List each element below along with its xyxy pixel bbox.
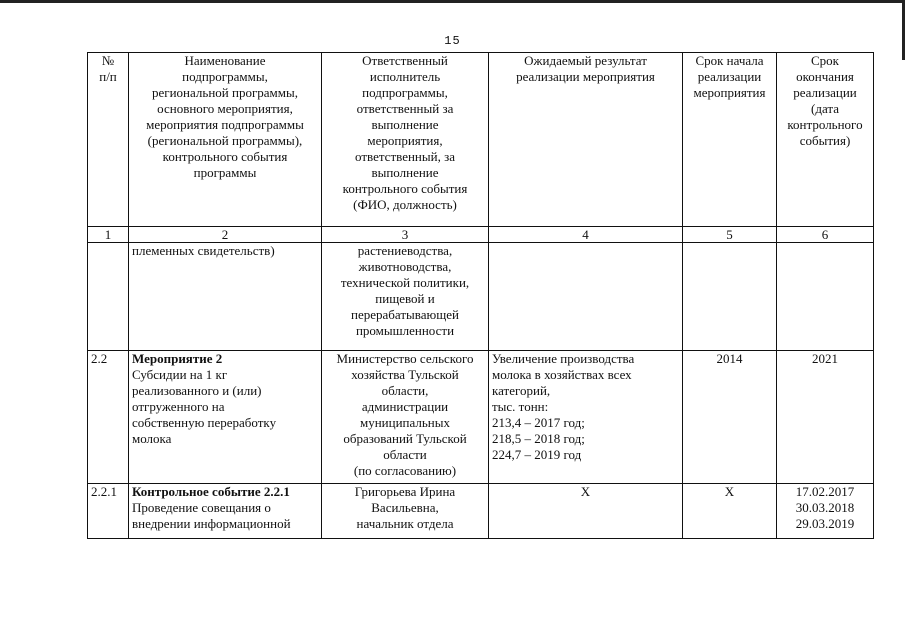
row-result: Увеличение производства молока в хозяйствах всех категорий, тыс. тонн: 213,4 – 2017 год; 218,5 – 2018 год; 224,7 – 2019 год (489, 351, 683, 484)
column-number-row (88, 227, 874, 243)
row-start: 2014 (683, 351, 777, 484)
row-name-title: Мероприятие 2 (132, 351, 223, 366)
column-number: 6 (777, 227, 874, 243)
table-row (88, 351, 874, 484)
row-responsible: Министерство сельского хозяйства Тульской области, администрации муниципальных образований Тульской области (по согласованию) (322, 351, 489, 484)
row-name-title: Контрольное событие 2.2.1 (132, 484, 290, 499)
scan-edge-top (0, 0, 905, 3)
row-number: 2.2 (88, 351, 129, 484)
header-col-number: № п/п (88, 53, 129, 227)
header-col-name: Наименование подпрограммы, региональной программы, основного мероприятия, мероприятия подпрограммы (региональной программы), контрольного события программы (129, 53, 322, 227)
row-start: Х (683, 484, 777, 539)
row-result: Х (489, 484, 683, 539)
page-number: 15 (444, 34, 461, 48)
row-result (489, 243, 683, 351)
column-number: 3 (322, 227, 489, 243)
row-responsible: растениеводства, животноводства, технической политики, пищевой и перерабатывающей промышленности (322, 243, 489, 351)
column-number: 4 (489, 227, 683, 243)
row-end: 17.02.2017 30.03.2018 29.03.2019 (777, 484, 874, 539)
header-col-start: Срок начала реализации мероприятия (683, 53, 777, 227)
row-name: Контрольное событие 2.2.1 Проведение совещания о внедрении информационной (129, 484, 322, 539)
header-col-result: Ожидаемый результат реализации мероприятия (489, 53, 683, 227)
row-start (683, 243, 777, 351)
header-col-end: Срок окончания реализации (дата контрольного события) (777, 53, 874, 227)
row-responsible: Григорьева Ирина Васильевна, начальник отдела (322, 484, 489, 539)
table-row (88, 484, 874, 539)
header-col-responsible: Ответственный исполнитель подпрограммы, ответственный за выполнение мероприятия, ответственный, за выполнение контрольного события (ФИО, должность) (322, 53, 489, 227)
header-row (88, 53, 874, 227)
column-number: 5 (683, 227, 777, 243)
program-table (87, 52, 874, 539)
row-end: 2021 (777, 351, 874, 484)
row-number (88, 243, 129, 351)
column-number: 2 (129, 227, 322, 243)
row-name: племенных свидетельств) (129, 243, 322, 351)
table-row (88, 243, 874, 351)
row-end (777, 243, 874, 351)
row-name: Мероприятие 2 Субсидии на 1 кг реализованного и (или) отгруженного на собственную переработку молока (129, 351, 322, 484)
column-number: 1 (88, 227, 129, 243)
row-number: 2.2.1 (88, 484, 129, 539)
